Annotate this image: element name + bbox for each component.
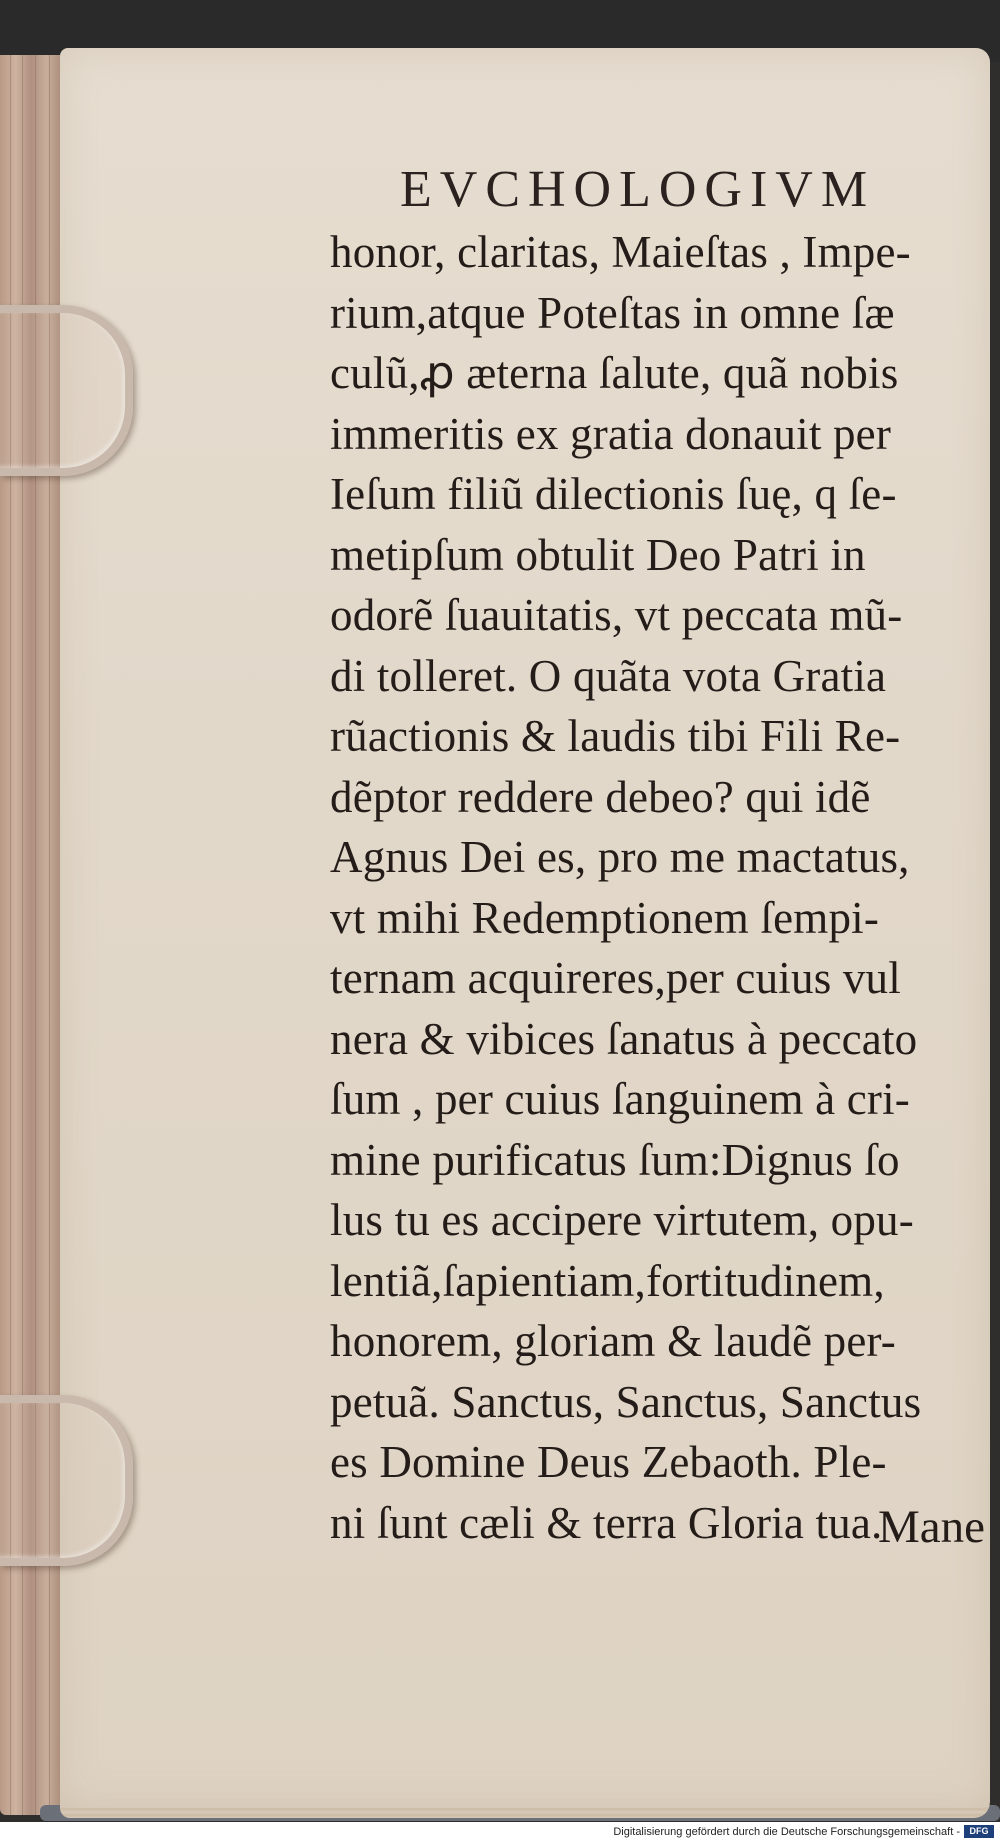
text-line: culũ,ꝓ æterna ſalute, quã nobis [330,348,899,398]
catchword: Mane [878,1501,986,1553]
text-line: ni ſunt cæli & terra Gloria tua. [330,1497,883,1548]
paper-clip-top [0,305,133,476]
text-line: ſum , per cuius ſanguinem à cri- [330,1074,910,1124]
text-line: lus tu es accipere virtutem, opu- [330,1195,914,1245]
text-line: nera & vibices ſanatus à peccato [330,1013,918,1064]
text-line: lentiã,ſapientiam,fortitudinem, [330,1255,885,1306]
paper-clip-bottom [0,1395,133,1566]
text-line: mine purificatus ſum:Dignus ſo [330,1134,900,1185]
text-line: immeritis ex gratia donauit per [330,408,892,459]
text-line: es Domine Deus Zebaoth. Ple- [330,1437,887,1487]
text-line: Agnus Dei es, pro me mactatus, [330,832,910,882]
text-line: metipſum obtulit Deo Patri in [330,529,866,580]
text-line: rũactionis & laudis tibi Fili Re- [330,711,901,761]
text-line: odorẽ ſuauitatis, vt peccata mũ- [330,590,903,640]
digitization-credit: Digitalisierung gefördert durch die Deutsche Forschungsgemeinschaft - [613,1826,960,1838]
body-text [330,222,990,1553]
dfg-logo: DFG [964,1825,994,1838]
running-header: EVCHOLOGIVM [400,161,876,218]
text-line: dẽptor reddere debeo? qui idẽ [330,771,871,822]
text-line: petuã. Sanctus, Sanctus, Sanctus [330,1376,922,1427]
text-line: honorem, gloriam & laudẽ per- [330,1316,896,1366]
text-line: honor, claritas, Maieſtas , Impe- [330,227,911,277]
text-line: di tolleret. O quãta vota Gratia [330,650,887,701]
text-line: vt mihi Redemptionem ſempi- [330,892,880,943]
text-line: rium,atque Poteſtas in omne ſæ [330,287,895,338]
text-line: ternam acquireres,per cuius vul [330,953,901,1003]
text-line: Ieſum filiũ dilectionis ſuę, q ſe- [330,469,897,519]
